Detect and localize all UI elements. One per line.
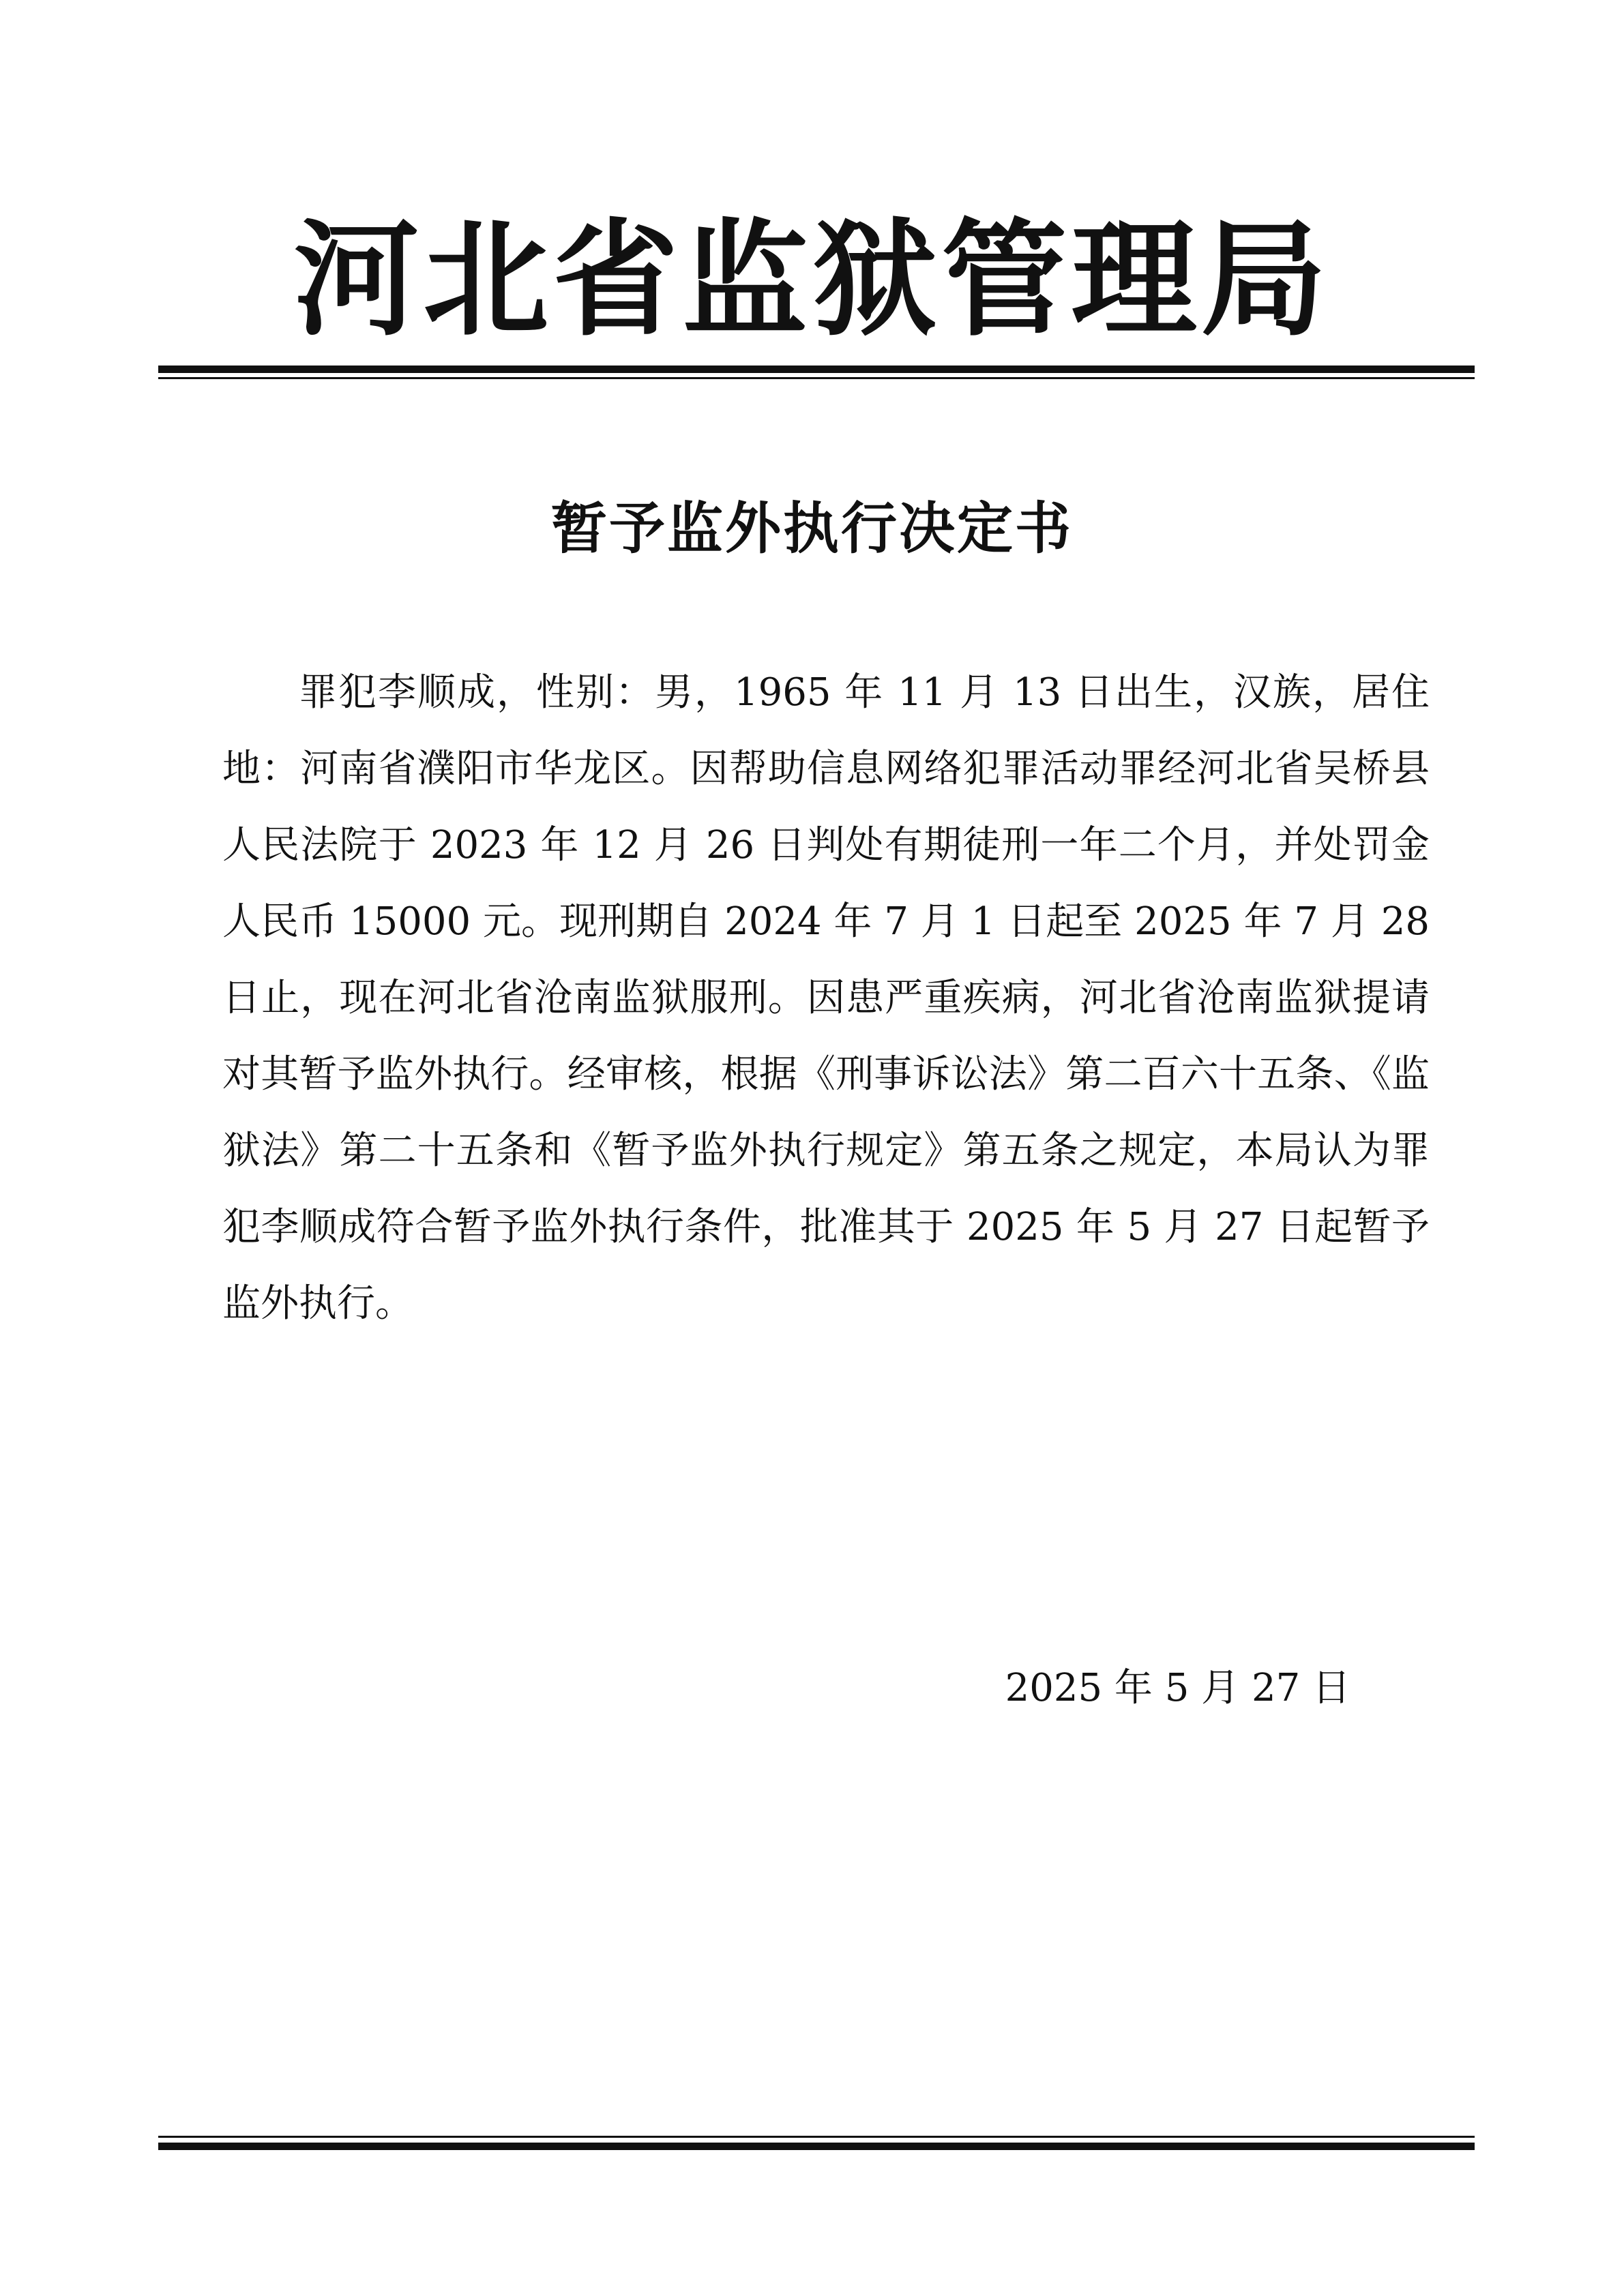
- footer-rule-thin: [158, 2136, 1475, 2138]
- document-date: 2025 年 5 月 27 日: [1005, 1666, 1350, 1710]
- issuing-authority-title: 河北省监狱管理局: [293, 206, 1331, 353]
- document-title: 暂予监外执行决定书: [550, 496, 1073, 561]
- header-rule-thin: [158, 377, 1475, 379]
- document-body: 罪犯李顺成，性别：男，1965 年 11 月 13 日出生，汉族，居住地：河南省濮阳市华龙区。因帮助信息网络犯罪活动罪经河北省吴桥县人民法院于 2023 年 12 月 26 日判处有期徒刑一年二个月，并处罚金人民币 15000 元。现刑期自 2024 年 7 月 1 日起至 2025 年 7 月 28 日止，现在河北省沧南监狱服刑。因患严重疾病，河北省沧南监狱提请对其暂予监外执行。经审核，根据《刑事诉讼法》第二百六十五条、《监狱法》第二十五条和《暂予监外执行规定》第五条之规定，本局认为罪犯李顺成符合暂予监外执行条件，批准其于 2025 年 5 月 27 日起暂予监外执行。: [222, 670, 1430, 1326]
- header-rule-thick: [158, 366, 1475, 373]
- footer-rule-thick: [158, 2143, 1475, 2150]
